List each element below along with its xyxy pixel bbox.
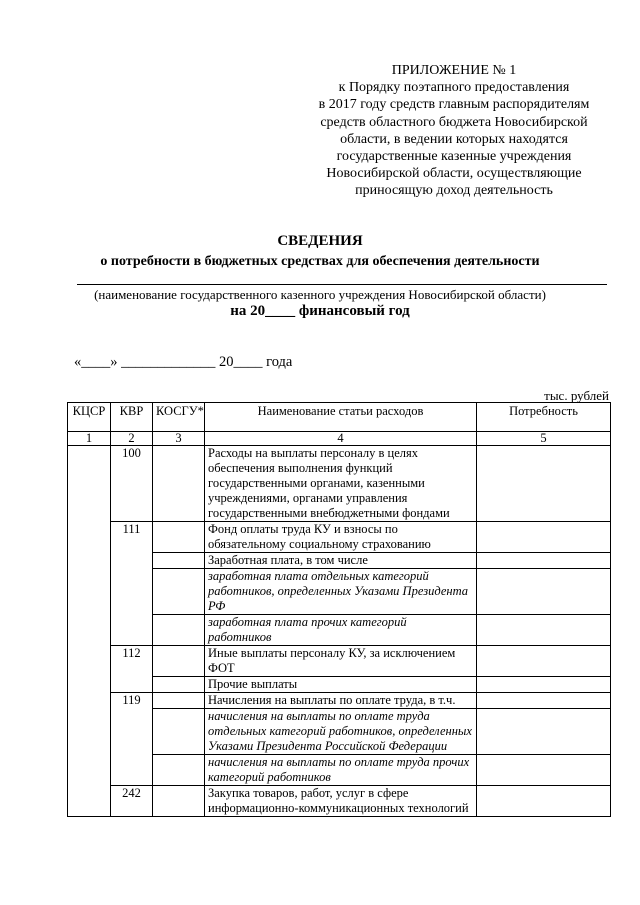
table-row [68,786,611,817]
expense-name-cell: заработная плата отдельных категорий работников, определенных Указами Президента РФ [205,569,477,615]
column-number: 1 [68,432,111,446]
expense-name-cell: Прочие выплаты [205,677,477,693]
institution-name-line [77,284,607,285]
table-row [68,693,611,709]
column-number: 4 [205,432,477,446]
table-row [68,646,611,677]
expense-name-cell: Иные выплаты персоналу КУ, за исключением ФОТ [205,646,477,677]
units-label: тыс. рублей [544,388,609,403]
appendix-line: области, в ведении которых находятся [340,131,568,147]
need-cell[interactable] [477,709,611,755]
need-cell[interactable] [477,615,611,646]
appendix-line: государственные казенные учреждения [336,149,572,165]
need-cell[interactable] [477,646,611,677]
header-kosgu: КОСГУ* [153,403,205,432]
header-expense-name: Наименование статьи расходов [205,403,477,432]
kvr-cell: 119 [111,693,153,786]
column-number: 5 [477,432,611,446]
kosgu-cell [153,553,205,569]
appendix-line: ПРИЛОЖЕНИЕ № 1 [391,63,517,78]
kosgu-cell [153,615,205,646]
table-row [68,446,611,522]
kvr-cell: 112 [111,646,153,693]
kvr-cell: 111 [111,522,153,646]
appendix-block [290,62,618,200]
header-kcsr: КЦСР [68,403,111,432]
table-row [68,522,611,553]
header-kvr: КВР [111,403,153,432]
document-subtitle: о потребности в бюджетных средствах для обеспечения деятельности [100,254,540,269]
need-cell[interactable] [477,522,611,553]
need-cell[interactable] [477,446,611,522]
budget-table [67,402,611,817]
kosgu-cell [153,709,205,755]
need-cell[interactable] [477,693,611,709]
column-number: 2 [111,432,153,446]
kosgu-cell [153,569,205,615]
institution-caption: (наименование государственного казенного учреждения Новосибирской области) [94,287,546,302]
appendix-line: приносящую доход деятельность [355,183,553,199]
expense-name-cell: Расходы на выплаты персоналу в целях обеспечения выполнения функций государственными органами, казенными учреждениями, органами управления государственными внебюджетными фондами [205,446,477,522]
need-cell[interactable] [477,569,611,615]
kvr-cell: 242 [111,786,153,817]
fiscal-year-line: на 20____ финансовый год [230,303,410,319]
column-numbers-row [68,432,611,446]
expense-name-cell: начисления на выплаты по оплате труда отдельных категорий работников, определенных Указами Президента Российской Федерации [205,709,477,755]
kosgu-cell [153,755,205,786]
expense-name-cell: Закупка товаров, работ, услуг в сфере информационно-коммуникационных технологий [205,786,477,817]
header-need: Потребность [477,403,611,432]
need-cell[interactable] [477,553,611,569]
expense-name-cell: Заработная плата, в том числе [205,553,477,569]
kosgu-cell [153,786,205,817]
appendix-line: средств областного бюджета Новосибирской [320,114,588,130]
column-number: 3 [153,432,205,446]
kosgu-cell [153,522,205,553]
kcsr-cell [68,446,111,817]
expense-name-cell: начисления на выплаты по оплате труда прочих категорий работников [205,755,477,786]
need-cell[interactable] [477,755,611,786]
appendix-line: к Порядку поэтапного предоставления [338,80,570,96]
expense-name-cell: Фонд оплаты труда КУ и взносы по обязательному социальному страхованию [205,522,477,553]
need-cell[interactable] [477,677,611,693]
expense-name-cell: заработная плата прочих категорий работников [205,615,477,646]
document-title: СВЕДЕНИЯ [277,233,363,249]
appendix-line: в 2017 году средств главным распорядителям [318,97,590,113]
date-line: «____» _____________ 20____ года [74,354,293,370]
table-header-row [68,403,611,432]
kosgu-cell [153,693,205,709]
kosgu-cell [153,677,205,693]
kosgu-cell [153,446,205,522]
kosgu-cell [153,646,205,677]
kvr-cell: 100 [111,446,153,522]
expense-name-cell: Начисления на выплаты по оплате труда, в т.ч. [205,693,477,709]
need-cell[interactable] [477,786,611,817]
appendix-line: Новосибирской области, осуществляющие [326,166,582,182]
